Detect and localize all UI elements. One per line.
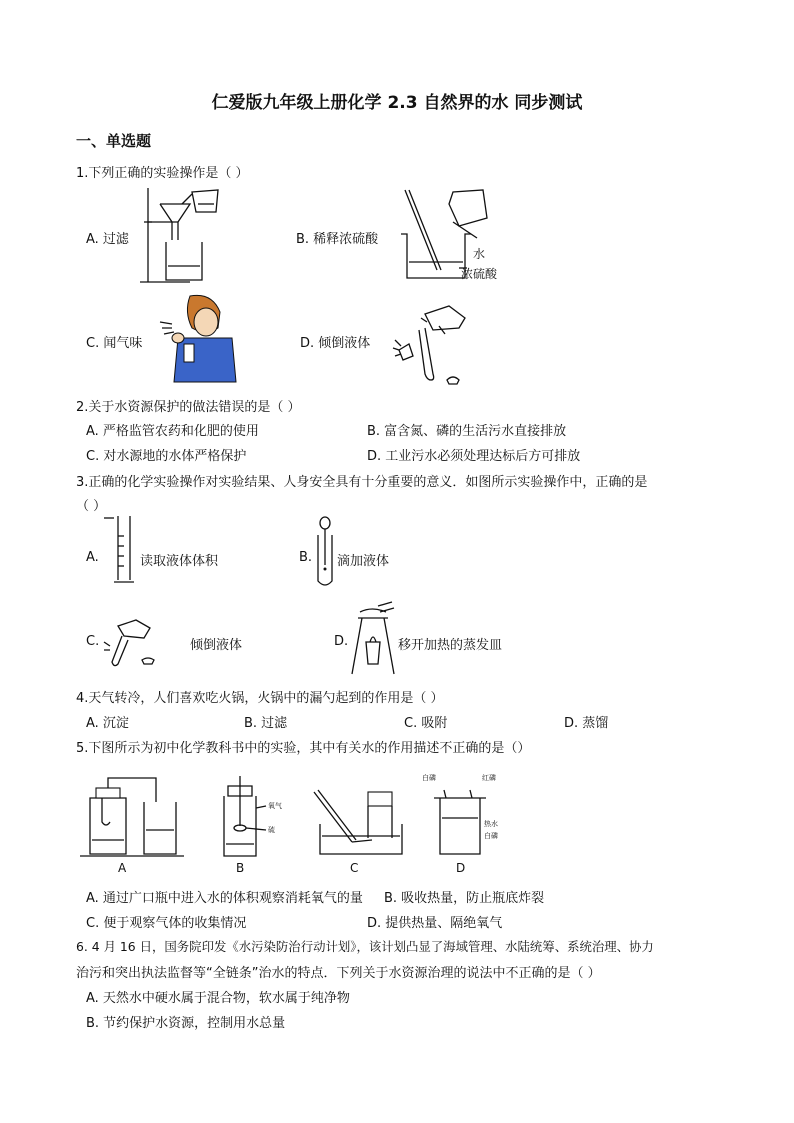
fig-c-label: C (350, 861, 359, 875)
fig-d-red-label: 红磷 (482, 774, 496, 782)
q1-option-c: C. 闻气味 (86, 336, 143, 351)
fig-a-label: A (118, 861, 127, 875)
dilute-sulfuric-acid-figure (395, 186, 515, 286)
q4-option-b: B. 过滤 (244, 716, 288, 731)
pour-liquid-small-figure (98, 612, 168, 672)
fig-d-label: D (456, 861, 466, 875)
pour-liquid-figure (385, 300, 475, 390)
q3-option-b-letter: B. (299, 550, 313, 565)
graduated-cylinder-figure (100, 510, 140, 590)
question-2-stem: 2.关于水资源保护的做法错误的是（ ） (76, 400, 301, 415)
smell-gas-boy-figure (150, 294, 240, 384)
q3-option-c-text: 倾倒液体 (190, 638, 243, 653)
question-1-stem: 1.下列正确的实验操作是（ ） (76, 166, 249, 181)
evaporating-dish-figure (348, 602, 398, 678)
question-3-stem-line1: 3.正确的化学实验操作对实验结果、人身安全具有十分重要的意义．如图所示实验操作中，正确的是 (76, 475, 648, 490)
q5-option-c: C. 便于观察气体的收集情况 (86, 916, 247, 931)
q2-option-a: A. 严格监管农药和化肥的使用 (86, 424, 259, 439)
q4-option-c: C. 吸附 (404, 716, 448, 731)
fig-b-sulfur-label: 硫 (268, 826, 275, 834)
textbook-experiments-figure (80, 774, 500, 878)
q2-option-d: D. 工业污水必须处理达标后方可排放 (367, 449, 581, 464)
fig-b-label: B (236, 861, 245, 875)
fig-d-white2-label: 白磷 (484, 832, 498, 840)
q3-option-a-letter: A. (86, 550, 99, 565)
question-6-stem-line1: 6. 4 月 16 日，国务院印发《水污染防治行动计划》，该计划凸显了海域管理、水陆统筹、系统治理、协力 (76, 939, 654, 954)
question-4-stem: 4.天气转冷，人们喜欢吃火锅，火锅中的漏勺起到的作用是（ ） (76, 691, 444, 706)
q3-option-d-letter: D. (334, 634, 349, 649)
q3-option-b-text: 滴加液体 (337, 554, 390, 569)
q1-option-d: D. 倾倒液体 (300, 336, 371, 351)
q4-option-a: A. 沉淀 (86, 716, 129, 731)
q1-b-water-label: 水 (473, 247, 486, 261)
q6-option-a: A. 天然水中硬水属于混合物，软水属于纯净物 (86, 991, 350, 1006)
q5-option-a: A. 通过广口瓶中进入水的体积观察消耗氧气的量 (86, 891, 363, 906)
q5-option-b: B. 吸收热量，防止瓶底炸裂 (384, 891, 545, 906)
question-5-stem: 5.下图所示为初中化学教科书中的实验，其中有关水的作用描述不正确的是（） (76, 741, 531, 756)
q3-option-c-letter: C. (86, 634, 100, 649)
question-3-stem-line2: （ ） (76, 499, 107, 514)
section-heading: 一、单选题 (76, 132, 152, 150)
q2-option-b: B. 富含氮、磷的生活污水直接排放 (367, 424, 567, 439)
q3-option-a-text: 读取液体体积 (140, 554, 219, 569)
q2-option-c: C. 对水源地的水体严格保护 (86, 449, 247, 464)
q1-b-acid-label: 浓硫酸 (461, 267, 498, 281)
q1-option-a: A. 过滤 (86, 232, 129, 247)
dropper-tube-figure (310, 515, 340, 595)
fig-b-oxygen-label: 氧气 (268, 802, 282, 810)
fig-d-white-label: 白磷 (422, 774, 436, 782)
filtration-apparatus-figure (130, 182, 230, 290)
question-6-stem-line2: 治污和突出执法监督等“全链条”治水的特点．下列关于水资源治理的说法中不正确的是（ ） (76, 966, 601, 981)
q5-option-d: D. 提供热量、隔绝氧气 (367, 916, 503, 931)
fig-d-hot-water-label: 热水 (484, 820, 498, 828)
page-title: 仁爱版九年级上册化学 2.3 自然界的水 同步测试 (211, 93, 583, 113)
q3-option-d-text: 移开加热的蒸发皿 (398, 638, 503, 653)
q6-option-b: B. 节约保护水资源，控制用水总量 (86, 1016, 286, 1031)
q4-option-d: D. 蒸馏 (564, 716, 609, 731)
q1-option-b: B. 稀释浓硫酸 (296, 232, 379, 247)
